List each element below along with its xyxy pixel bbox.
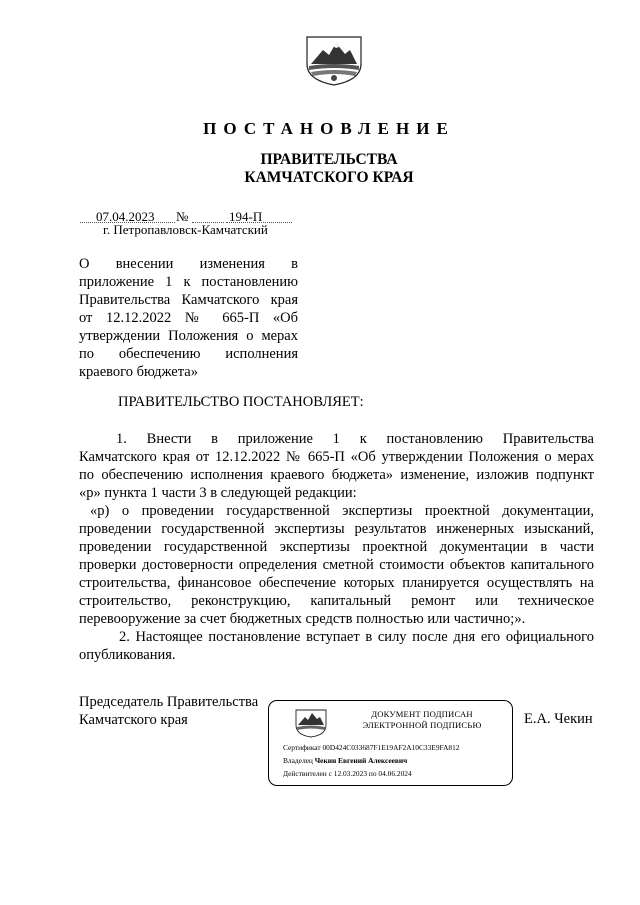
body-line: строительства, финансовое обеспечение которых планируется осуществлять на xyxy=(79,575,594,591)
subject-line: О внесении изменения в xyxy=(79,256,298,272)
signer-position-line: Камчатского края xyxy=(79,712,188,728)
electronic-signature-stamp xyxy=(268,700,513,786)
body-line: строительство, реконструкцию, капитальный ремонт или техническое xyxy=(79,593,594,609)
subject-line: приложение 1 к постановлению xyxy=(79,274,298,290)
stamp-header: ЭЛЕКТРОННОЙ ПОДПИСЬЮ xyxy=(362,720,482,730)
body-line: проверки достоверности определения сметной стоимости объектов капитального xyxy=(79,557,594,573)
signer-position xyxy=(79,693,258,729)
stamp-validity: Действителен с 12.03.2023 по 04.06.2024 xyxy=(283,769,412,778)
body-line: по обеспечению исполнения краевого бюджета» изменение, изложив подпункт xyxy=(79,467,594,483)
body-line: 1. Внести в приложение 1 к постановлению Правительства xyxy=(116,431,594,447)
issuer-line-1: ПРАВИТЕЛЬСТВА xyxy=(260,151,398,168)
kamchatka-emblem-icon xyxy=(303,34,365,86)
issuer-line-2: КАМЧАТСКОГО КРАЯ xyxy=(244,169,414,186)
subject-line: утверждении Положения о мерах xyxy=(79,328,298,344)
document-body xyxy=(79,430,594,664)
subject-line: по обеспечению исполнения xyxy=(79,346,298,362)
signer-position-line: Председатель Правительства xyxy=(79,694,259,710)
body-line: опубликования. xyxy=(79,647,176,663)
body-line: перевооружение за счет бюджетных средств полностью или частично;». xyxy=(79,611,526,627)
body-line: проведении государственной экспертизы результатов инженерных изысканий, xyxy=(79,521,594,537)
subject-line: Правительства Камчатского края xyxy=(79,292,298,308)
body-line: проведении государственной экспертизы проектной документации в части xyxy=(79,539,594,555)
number-sign: № xyxy=(176,209,189,224)
stamp-certificate: Сертификат 00D424C03368​7F1E19AF2A10C33E9FA812 xyxy=(283,743,460,752)
body-line: «р» пункта 1 части 3 в следующей редакции: xyxy=(79,485,357,501)
document-date: 07.04.2023 xyxy=(96,209,155,224)
subject-line: от 12.12.2022 № 665-П «Об xyxy=(79,310,298,326)
document-city: г. Петропавловск-Камчатский xyxy=(103,222,268,237)
signer-name: Е.А. Чекин xyxy=(524,711,593,727)
subject-line: краевого бюджета» xyxy=(79,364,198,380)
kamchatka-emblem-icon xyxy=(293,708,329,738)
document-subject xyxy=(79,255,298,381)
decree-heading: ПРАВИТЕЛЬСТВО ПОСТАНОВЛЯЕТ: xyxy=(118,394,364,410)
stamp-owner: Владелец Чекин Евгений Алексеевич xyxy=(283,756,408,765)
document-title: ПОСТАНОВЛЕНИЕ xyxy=(203,119,455,138)
body-line: Камчатского края от 12.12.2022 № 665-П «Об утверждении Положения о мерах xyxy=(79,449,594,465)
document-number: 194-П xyxy=(229,209,263,224)
stamp-header: ДОКУМЕНТ ПОДПИСАН xyxy=(371,709,473,719)
body-line: 2. Настоящее постановление вступает в силу после дня его официального xyxy=(119,629,594,645)
body-line: «р) о проведении государственной экспертизы проектной документации, xyxy=(90,503,594,519)
